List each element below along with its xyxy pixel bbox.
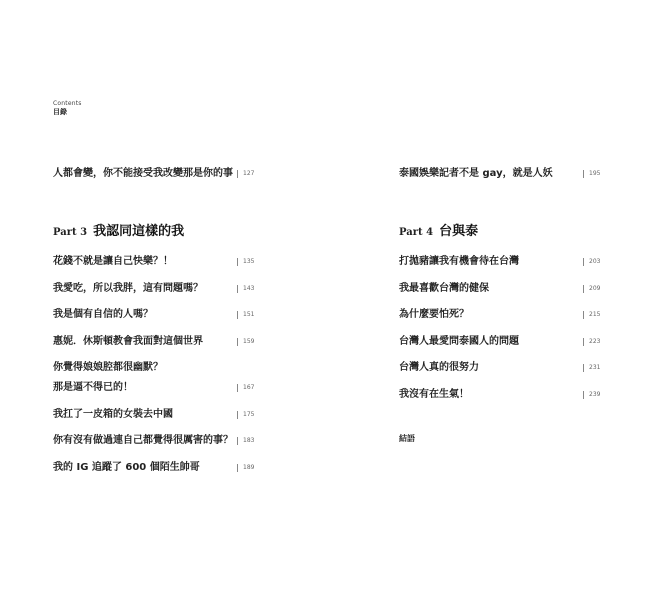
toc-entry bbox=[53, 461, 258, 475]
toc-entry-title: 台灣人真的很努力 bbox=[399, 362, 479, 373]
toc-entry-title: 那是逼不得已的！ bbox=[53, 382, 133, 393]
part-label: Part 4 bbox=[399, 227, 434, 238]
toc-entry-title: 你有沒有做過連自己都覺得很厲害的事？ bbox=[53, 435, 233, 446]
toc-entry bbox=[53, 282, 258, 296]
toc-entry bbox=[53, 434, 258, 448]
toc-entry-title: 我愛吃，所以我胖，這有問題嗎？ bbox=[53, 283, 203, 294]
part-title: 我認同這樣的我 bbox=[93, 224, 185, 239]
toc-entry-page: 151 bbox=[237, 311, 254, 319]
toc-entry bbox=[53, 381, 258, 395]
toc-entry-title: 花錢不就是讓自己快樂？！ bbox=[53, 256, 173, 267]
toc-entry-title: 泰國娛樂記者不是 gay，就是人妖 bbox=[399, 168, 553, 179]
toc-entry bbox=[399, 255, 604, 269]
toc-entry-page: 203 bbox=[583, 258, 600, 266]
toc-entry-title: 你覺得娘娘腔都很幽默？ bbox=[53, 362, 163, 373]
toc-entry-title: 台灣人最愛問泰國人的問題 bbox=[399, 336, 519, 347]
contents-label-en: Contents bbox=[53, 100, 82, 107]
toc-entry bbox=[53, 255, 258, 269]
toc-entry-page: 239 bbox=[583, 391, 600, 399]
toc-entry bbox=[53, 408, 258, 422]
contents-header bbox=[53, 100, 82, 117]
toc-entry bbox=[53, 335, 258, 349]
toc-entry bbox=[53, 308, 258, 322]
toc-entry-page: 175 bbox=[237, 411, 254, 419]
toc-entry-page: 189 bbox=[237, 464, 254, 472]
toc-entry-title: 打拋豬讓我有機會待在台灣 bbox=[399, 256, 519, 267]
toc-entry-page: 159 bbox=[237, 338, 254, 346]
toc-entry-page: 209 bbox=[583, 285, 600, 293]
toc-entry-page: 167 bbox=[237, 384, 254, 392]
part-heading bbox=[53, 220, 184, 240]
toc-entry-page: 183 bbox=[237, 437, 254, 445]
toc-entry-title: 惠妮．休斯頓教會我面對這個世界 bbox=[53, 336, 203, 347]
toc-entry-page: 215 bbox=[583, 311, 600, 319]
toc-entry-page: 231 bbox=[583, 364, 600, 372]
toc-entry-title: 我扛了一皮箱的女裝去中國 bbox=[53, 409, 173, 420]
toc-entry-page: 223 bbox=[583, 338, 600, 346]
toc-entry-page: 127 bbox=[237, 170, 254, 178]
toc-entry bbox=[399, 388, 604, 402]
toc-entry-page: 135 bbox=[237, 258, 254, 266]
toc-entry-title: 為什麼要怕死？ bbox=[399, 309, 469, 320]
toc-entry bbox=[399, 308, 604, 322]
part-title: 台與泰 bbox=[439, 224, 479, 239]
toc-entry-title: 我最喜歡台灣的健保 bbox=[399, 283, 489, 294]
toc-entry-page: 195 bbox=[583, 170, 600, 178]
toc-entry bbox=[53, 167, 258, 181]
toc-entry-page: 143 bbox=[237, 285, 254, 293]
toc-entry bbox=[399, 167, 604, 181]
toc-entry bbox=[399, 282, 604, 296]
afterword-label: 結語 bbox=[399, 434, 415, 443]
contents-label-zh: 目錄 bbox=[53, 108, 67, 116]
toc-entry-title: 我是個有自信的人嗎？ bbox=[53, 309, 153, 320]
toc-entry-title: 人都會變，你不能接受我改變那是你的事 bbox=[53, 168, 233, 179]
toc-entry bbox=[399, 335, 604, 349]
toc-entry-title: 我沒有在生氣！ bbox=[399, 389, 469, 400]
part-label: Part 3 bbox=[53, 227, 88, 238]
part-heading bbox=[399, 220, 478, 240]
toc-entry bbox=[53, 361, 258, 375]
toc-entry bbox=[399, 361, 604, 375]
toc-entry-title: 我的 IG 追蹤了 600 個陌生帥哥 bbox=[53, 462, 200, 473]
